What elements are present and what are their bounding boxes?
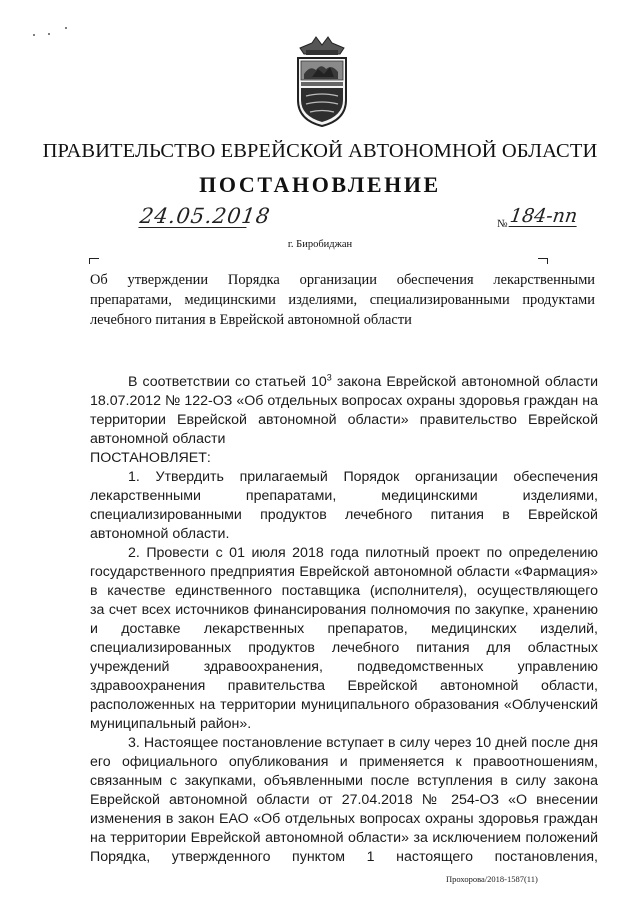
document-date: 24.05.2018 — [138, 204, 273, 228]
item-line: в качестве единственного поставщика (исполнителя), осуществляющего — [90, 583, 598, 599]
item-1-paragraph — [90, 468, 598, 544]
item-line: связанным с закупками, объявленными после вступления в силу закона — [90, 773, 598, 789]
subject-bracket-right — [538, 258, 548, 264]
item-line: лекарственными препаратами, медицинскими изделиями, — [90, 488, 598, 504]
subject-line: лечебного питания в Еврейской автономной области — [90, 312, 412, 328]
item-line: государственного предприятия Еврейской автономной области «Фармация» — [90, 564, 598, 580]
item-line: и доставке лекарственных препаратов, медицинских изделий, — [90, 621, 598, 637]
item-line: 3. Настоящее постановление вступает в силу через 10 дней после дня — [128, 735, 598, 751]
item-3-paragraph — [90, 734, 598, 867]
subject-line: Об утверждении Порядка организации обеспечения лекарственными — [90, 272, 595, 288]
scan-speck — [33, 34, 35, 36]
coat-of-arms-icon — [292, 34, 352, 128]
item-line: автономной области. — [90, 526, 230, 542]
document-subject — [90, 270, 595, 330]
preamble-line: территории Еврейской автономной области» правительство Еврейской — [90, 412, 598, 428]
decree-word: ПОСТАНОВЛЯЕТ: — [90, 450, 211, 466]
item-line: 1. Утвердить прилагаемый Порядок организации обеспечения — [128, 469, 598, 485]
item-line: специализированными продуктов лечебного питания в Еврейской — [90, 507, 598, 523]
item-line: Еврейской автономной области от 27.04.2018 № 254-ОЗ «О внесении — [90, 792, 598, 808]
document-number: 184-пп — [508, 205, 579, 227]
preamble-line: 18.07.2012 № 122-ОЗ «Об отдельных вопросах охраны здоровья граждан на — [90, 393, 598, 409]
item-line: за счет всех источников финансирования полномочия по закупке, хранению — [90, 602, 598, 618]
item-line: изменения в закон ЕАО «Об отдельных вопросах охраны здоровья граждан — [90, 811, 598, 827]
organization-title: ПРАВИТЕЛЬСТВО ЕВРЕЙСКОЙ АВТОНОМНОЙ ОБЛАСТИ — [42, 140, 598, 162]
footer-registration-code: Прохорова/2018-1587(11) — [446, 874, 538, 884]
item-line: Порядка, утвержденного пунктом 1 настоящего постановления, — [90, 849, 598, 865]
item-line: здравоохранения правительства Еврейской автономной области, — [90, 678, 598, 694]
preamble-line: автономной области — [90, 431, 226, 447]
document-number-label: № — [497, 218, 508, 230]
preamble-paragraph — [90, 373, 598, 449]
item-line: его официального опубликования и применяется к правоотношениям, — [90, 754, 598, 770]
item-line: 2. Провести с 01 июля 2018 года пилотный проект по определению — [128, 545, 598, 561]
item-line: специализированных продуктов лечебного питания для областных — [90, 640, 598, 656]
item-line: муниципальный район». — [90, 716, 252, 732]
item-line: расположенных на территории муниципального образования «Облученский — [90, 697, 598, 713]
preamble-line: В соответствии со статьей $10^3$ закона Еврейской автономной области — [128, 372, 598, 390]
scan-speck — [65, 27, 67, 29]
document-type-title: ПОСТАНОВЛЕНИЕ — [199, 172, 441, 197]
subject-line: препаратами, медицинскими изделиями, специализированными продуктами — [90, 292, 595, 308]
scan-speck — [48, 33, 50, 35]
subject-bracket-left — [89, 258, 99, 264]
item-line: учреждений здравоохранения, подведомственных управлению — [90, 659, 598, 675]
item-line: на территории Еврейской автономной области» за исключением положений — [90, 830, 598, 846]
item-2-paragraph — [90, 544, 598, 734]
city-line: г. Биробиджан — [287, 239, 353, 250]
document-body — [90, 373, 598, 867]
